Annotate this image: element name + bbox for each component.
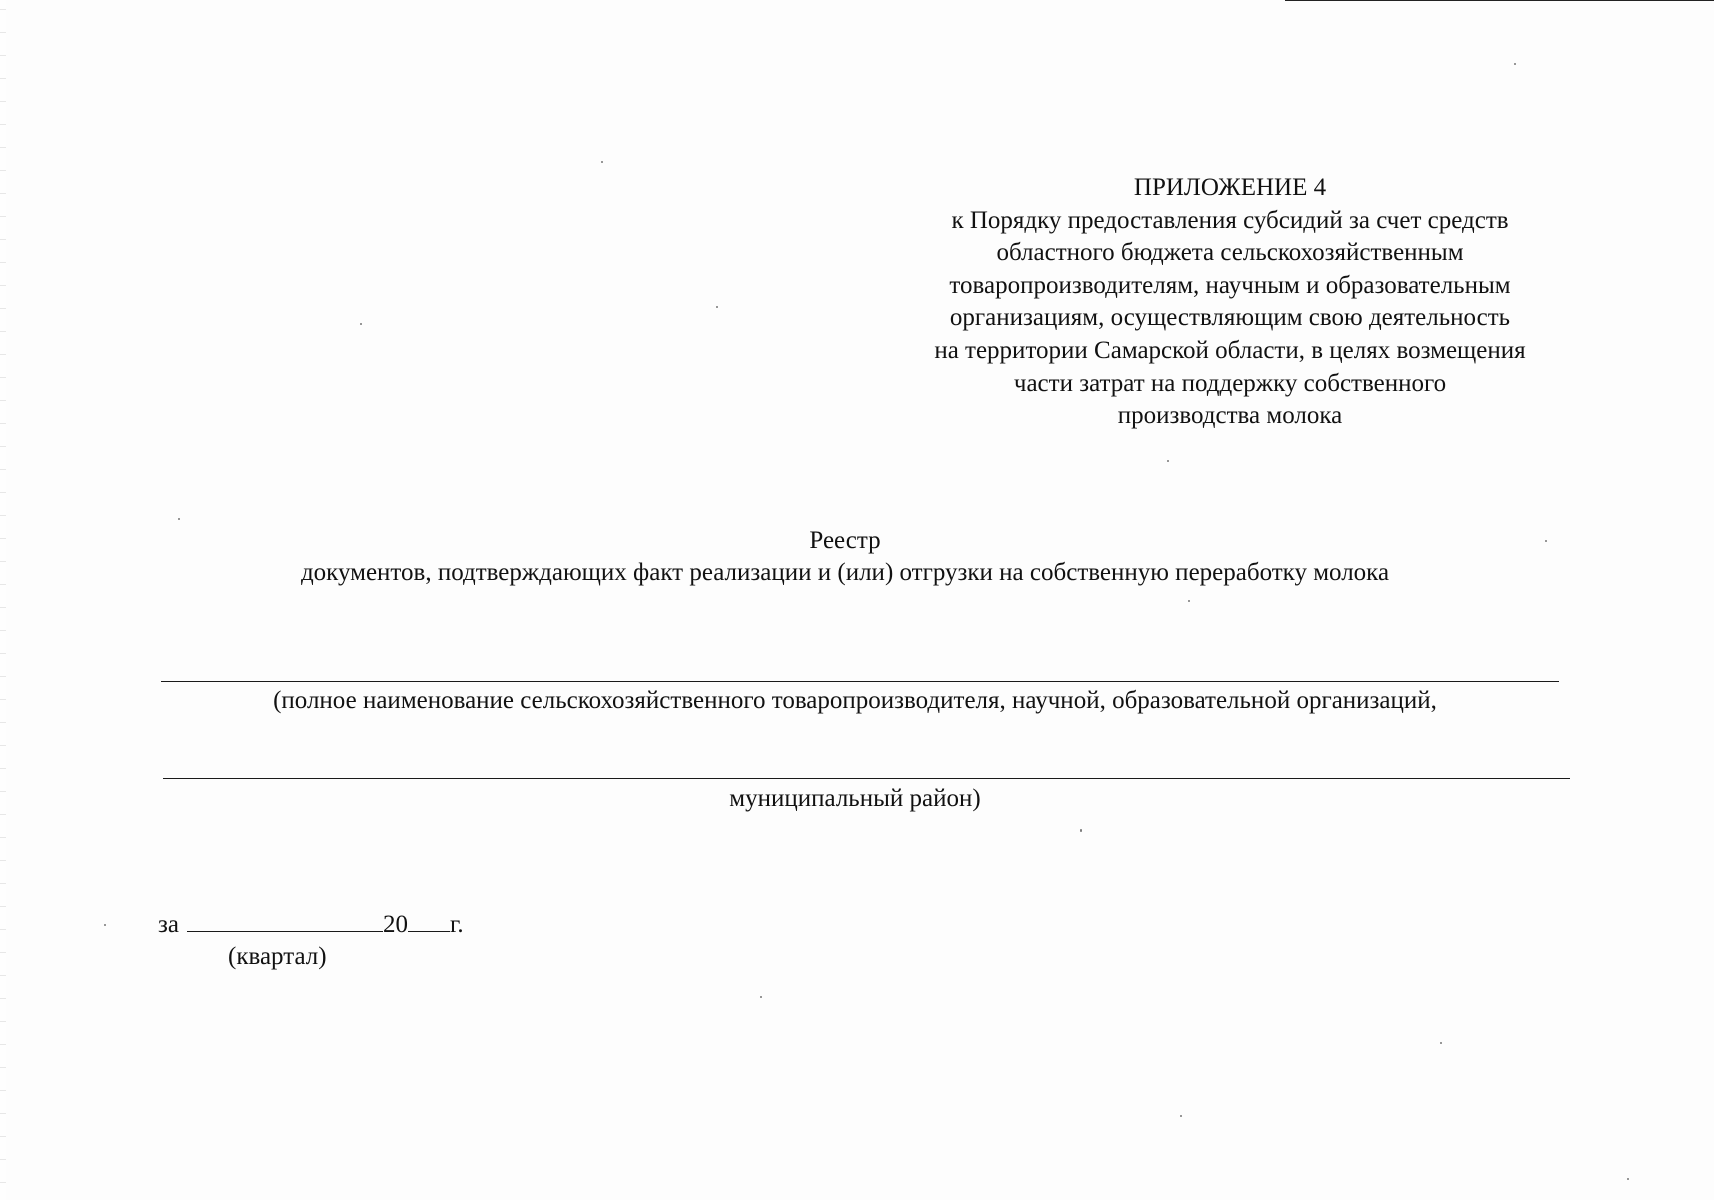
scan-speck (1545, 540, 1547, 542)
scan-speck (104, 924, 106, 926)
appendix-heading: ПРИЛОЖЕНИЕ 4 (1133, 174, 1327, 201)
appendix-line: организациям, осуществляющим свою деятельность (949, 304, 1511, 332)
registry-subtitle: документов, подтверждающих факт реализации и (или) отгрузки на собственную переработку молока (300, 559, 1390, 586)
scan-speck (1188, 600, 1190, 602)
period-prefix: за (158, 911, 179, 938)
municipal-district-caption: муниципальный район) (729, 785, 981, 812)
scan-speck (178, 518, 180, 520)
reporting-period-row (158, 907, 464, 941)
appendix-line: к Порядку предоставления субсидий за счет средств (951, 206, 1509, 234)
scan-edge-noise (0, 0, 6, 1200)
organization-name-caption: (полное наименование сельскохозяйственного товаропроизводителя, научной, образовательной организаций, (273, 687, 1437, 714)
registry-title: Реестр (809, 527, 881, 554)
appendix-line: части затрат на поддержку собственного (1013, 369, 1447, 397)
year-prefix: 20 (382, 911, 408, 938)
quarter-caption: (квартал) (228, 943, 327, 970)
appendix-line: товаропроизводителям, научным и образовательным (949, 271, 1511, 299)
appendix-header (860, 172, 1600, 433)
scan-speck (760, 996, 762, 998)
appendix-line: на территории Самарской области, в целях возмещения (934, 336, 1526, 364)
appendix-line: производства молока (1117, 402, 1343, 430)
organization-name-fill-line[interactable] (161, 681, 1559, 682)
scan-speck (1167, 460, 1169, 462)
scan-speck (1440, 1042, 1442, 1044)
municipal-district-fill-line[interactable] (163, 778, 1570, 779)
top-edge-rule (1285, 0, 1714, 1)
quarter-blank-field[interactable] (187, 907, 383, 932)
scan-speck (1080, 829, 1082, 831)
scan-speck (716, 306, 718, 308)
scan-speck (360, 323, 362, 325)
scan-speck (1514, 63, 1516, 65)
scan-speck (1180, 1115, 1182, 1117)
year-suffix: г. (449, 911, 464, 938)
year-blank-field[interactable] (408, 907, 450, 932)
appendix-line: областного бюджета сельскохозяйственным (996, 239, 1464, 267)
scan-speck (1627, 1178, 1629, 1180)
scan-speck (601, 161, 603, 163)
